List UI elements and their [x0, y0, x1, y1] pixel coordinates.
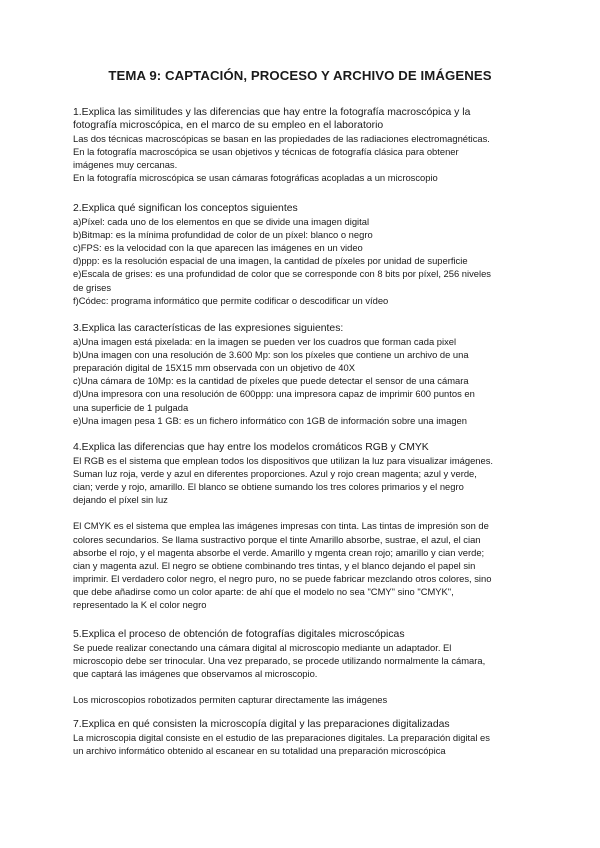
answer-2-line-2: b)Bitmap: es la mínima profundidad de color de un píxel: blanco o negro [73, 229, 373, 241]
section-5 [73, 628, 533, 706]
answer-3-line-1: a)Una imagen está pixelada: en la imagen se pueden ver los cuadros que forman cada pixel [73, 336, 457, 348]
question-5-line-1: 5.Explica el proceso de obtención de fotografías digitales microscópicas [73, 629, 405, 640]
answer-4-p2-line-2: colores secundarios. Se llama sustractivo porque el tinte Amarillo absorbe, sustrae, el azul, el cian [73, 533, 481, 545]
answer-3-line-4: c)Una cámara de 10Mp: es la cantidad de píxeles que puede detectar el sensor de una cámara [73, 375, 469, 387]
answer-7-line-2: un archivo informático obtenido al escanear en su totalidad una preparación microscópica [73, 745, 446, 757]
answer-4-p1-line-3: cian; verde y rojo, amarillo. El blanco se obtiene sumando los tres colores primarios y el negro [73, 481, 464, 493]
answer-3-line-6: una superficie de 1 pulgada [73, 401, 189, 413]
answer-1-line-1: Las dos técnicas macroscópicas se basan en las propiedades de las radiaciones electromagnéticas. [73, 133, 490, 145]
answer-2-line-6: de grises [73, 281, 112, 293]
answer-2-line-5: e)Escala de grises: es una profundidad de color que se corresponde con 8 bits por píxel, 256 niveles [73, 268, 491, 280]
answer-2-line-7: f)Códec: programa informático que permite codificar o descodificar un vídeo [73, 294, 389, 306]
answer-1-line-3: imágenes muy cercanas. [73, 159, 178, 171]
answer-4-p2-line-5: imprimir. El verdadero color negro, el negro puro, no se puede fabricar mezclando otros colores, sino [73, 572, 492, 584]
question-3-line-1: 3.Explica las características de las expresiones siguientes: [73, 323, 344, 334]
answer-4-p2-line-6: que debe añadirse como un color aparte: de ahí que el modelo no sea "CMY" sino "CMYK", [73, 585, 454, 597]
answer-5-p1-line-1: Se puede realizar conectando una cámara digital al microscopio mediante un adaptador. El [73, 642, 452, 654]
answer-4-p1-line-1: El RGB es el sistema que emplean todos los dispositivos que utilizan la luz para visualizar imágenes. [73, 455, 494, 467]
answer-3-line-2: b)Una imagen con una resolución de 3.600 Mp: son los píxeles que contiene un archivo de una [73, 349, 469, 361]
answer-5-p1-line-2: microscopio debe ser trinocular. Una vez preparado, se procede utilizando normalmente la cámara, [73, 655, 486, 667]
question-4-line-1: 4.Explica las diferencias que hay entre los modelos cromáticos RGB y CMYK [73, 442, 429, 453]
paragraph-gap [73, 506, 533, 519]
question-1-line-2: fotografía microscópica, en el marco de su empleo en el laboratorio [73, 120, 384, 132]
section-4 [73, 441, 533, 611]
answer-4-p2-line-3: absorbe el rojo, y el magenta absorbe el verde. Amarillo y mgenta crean rojo; amarillo y cian verde; [73, 546, 485, 558]
page-title: TEMA 9: CAPTACIÓN, PROCESO Y ARCHIVO DE IMÁGENES [108, 68, 492, 83]
answer-3-line-3: preparación digital de 15X15 mm observada con un objetivo de 40X [73, 362, 355, 374]
paragraph-gap [73, 680, 533, 693]
answer-2-line-4: d)ppp: es la resolución espacial de una imagen, la cantidad de píxeles por unidad de superficie [73, 255, 468, 267]
answer-4-p2-line-7: representado la K el color negro [73, 599, 207, 611]
answer-1-line-2: En la fotografía macroscópica se usan objetivos y técnicas de fotografía clásica para obtener [73, 146, 459, 158]
answer-2-line-3: c)FPS: es la velocidad con la que aparecen las imágenes en un video [73, 242, 363, 254]
section-1 [73, 106, 533, 185]
answer-3-line-7: e)Una imagen pesa 1 GB: es un fichero informático con 1GB de información sobre una imagen [73, 414, 467, 426]
section-7 [73, 718, 533, 757]
answer-4-p1-line-4: dejando el píxel sin luz [73, 494, 168, 506]
answer-5-p2-line-1: Los microscopios robotizados permiten capturar directamente las imágenes [73, 694, 388, 706]
answer-5-p1-line-3: que captará las imágenes que observamos al microscopio. [73, 668, 318, 680]
question-7-line-1: 7.Explica en qué consisten la microscopía digital y las preparaciones digitalizadas [73, 719, 450, 730]
question-1-line-1: 1.Explica las similitudes y las diferencias que hay entre la fotografía macroscópica y la [73, 107, 471, 118]
answer-2-line-1: a)Píxel: cada uno de los elementos en que se divide una imagen digital [73, 216, 370, 228]
question-2-line-1: 2.Explica qué significan los conceptos siguientes [73, 203, 298, 214]
section-3 [73, 322, 533, 427]
answer-1-line-4: En la fotografía microscópica se usan cámaras fotográficas acopladas a un microscopio [73, 172, 438, 184]
answer-4-p2-line-4: cian y magenta azul. El negro se obtiene combinando tres tintas, y el blanco dejando el papel sin [73, 559, 476, 571]
answer-3-line-5: d)Una impresora con una resolución de 600ppp: una impresora capaz de imprimir 600 puntos en [73, 388, 475, 400]
answer-4-p2-line-1: El CMYK es el sistema que emplea las imágenes impresas con tinta. Las tintas de impresión son de [73, 520, 489, 532]
answer-4-p1-line-2: Suman luz roja, verde y azul en diferentes proporciones. Azul y rojo crean magenta; azul y verde, [73, 468, 477, 480]
answer-7-line-1: La microscopia digital consiste en el estudio de las preparaciones digitales. La preparación digital es [73, 732, 490, 744]
section-2 [73, 202, 533, 307]
